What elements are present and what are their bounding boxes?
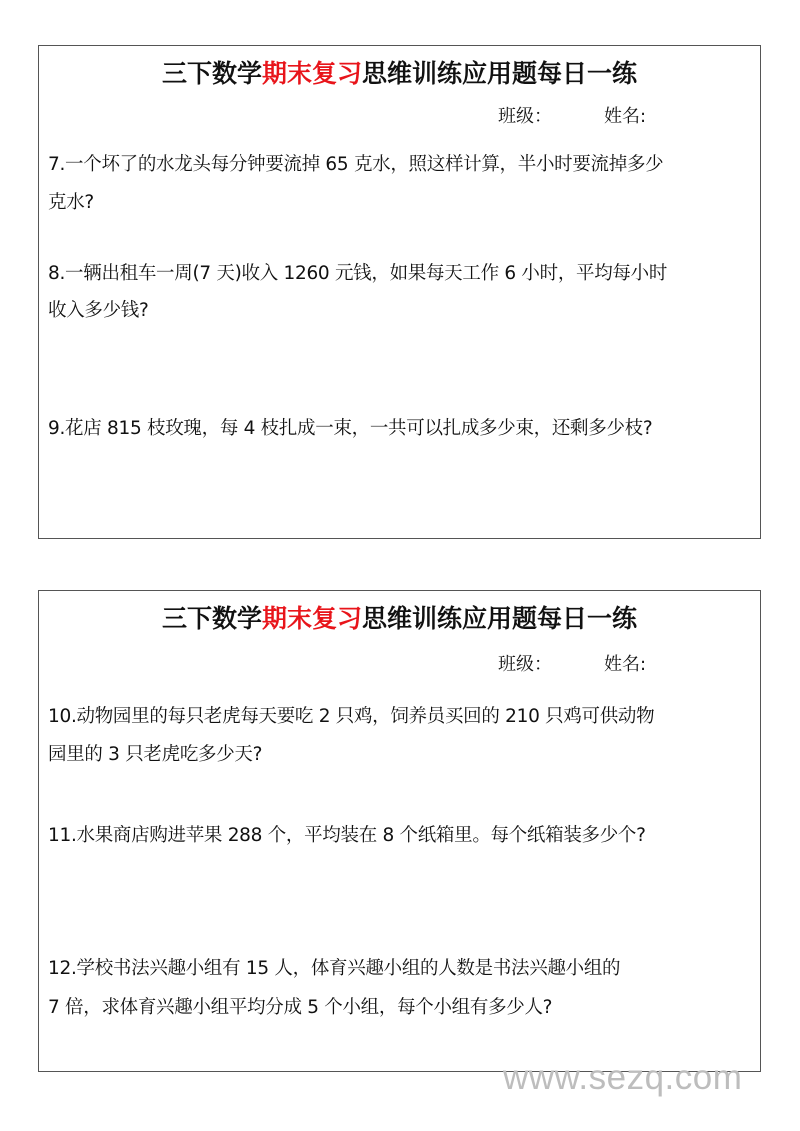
worksheet-title: [39, 599, 760, 635]
question-12-line-1: 12.学校书法兴趣小组有 15 人，体育兴趣小组的人数是书法兴趣小组的: [48, 958, 621, 979]
title-highlight: 期末复习: [261, 604, 362, 633]
question-10-line-2: 园里的 3 只老虎吃多少天?: [48, 744, 263, 765]
title-part: 思维训练应用题每日一练: [362, 59, 638, 88]
question-11-line-1: 11.水果商店购进苹果 288 个，平均装在 8 个纸箱里。每个纸箱装多少个?: [48, 825, 646, 846]
watermark: www.sezq.com: [503, 1058, 743, 1097]
worksheet-1: [38, 45, 761, 539]
question-12-line-2: 7 倍，求体育兴趣小组平均分成 5 个小组，每个小组有多少人?: [48, 997, 553, 1018]
worksheet-2: [38, 590, 761, 1072]
title-highlight: 期末复习: [261, 59, 362, 88]
title-part: 思维训练应用题每日一练: [362, 604, 638, 633]
question-10-line-1: 10.动物园里的每只老虎每天要吃 2 只鸡，饲养员买回的 210 只鸡可供动物: [48, 706, 655, 727]
title-part: 三下数学: [161, 604, 262, 633]
name-label: 姓名:: [604, 106, 647, 127]
question-8-line-2: 收入多少钱?: [48, 300, 149, 321]
class-label: 班级：: [498, 106, 552, 127]
question-9-line-1: 9.花店 815 枝玫瑰，每 4 枝扎成一束，一共可以扎成多少束，还剩多少枝?: [48, 418, 653, 439]
title-part: 三下数学: [161, 59, 262, 88]
question-8-line-1: 8.一辆出租车一周(7 天)收入 1260 元钱，如果每天工作 6 小时，平均每小时: [48, 263, 668, 284]
worksheet-title: [39, 54, 760, 90]
question-7-line-1: 7.一个坏了的水龙头每分钟要流掉 65 克水，照这样计算，半小时要流掉多少: [48, 154, 664, 175]
question-7-line-2: 克水?: [48, 192, 94, 213]
class-label: 班级：: [498, 654, 552, 675]
name-label: 姓名:: [604, 654, 647, 675]
